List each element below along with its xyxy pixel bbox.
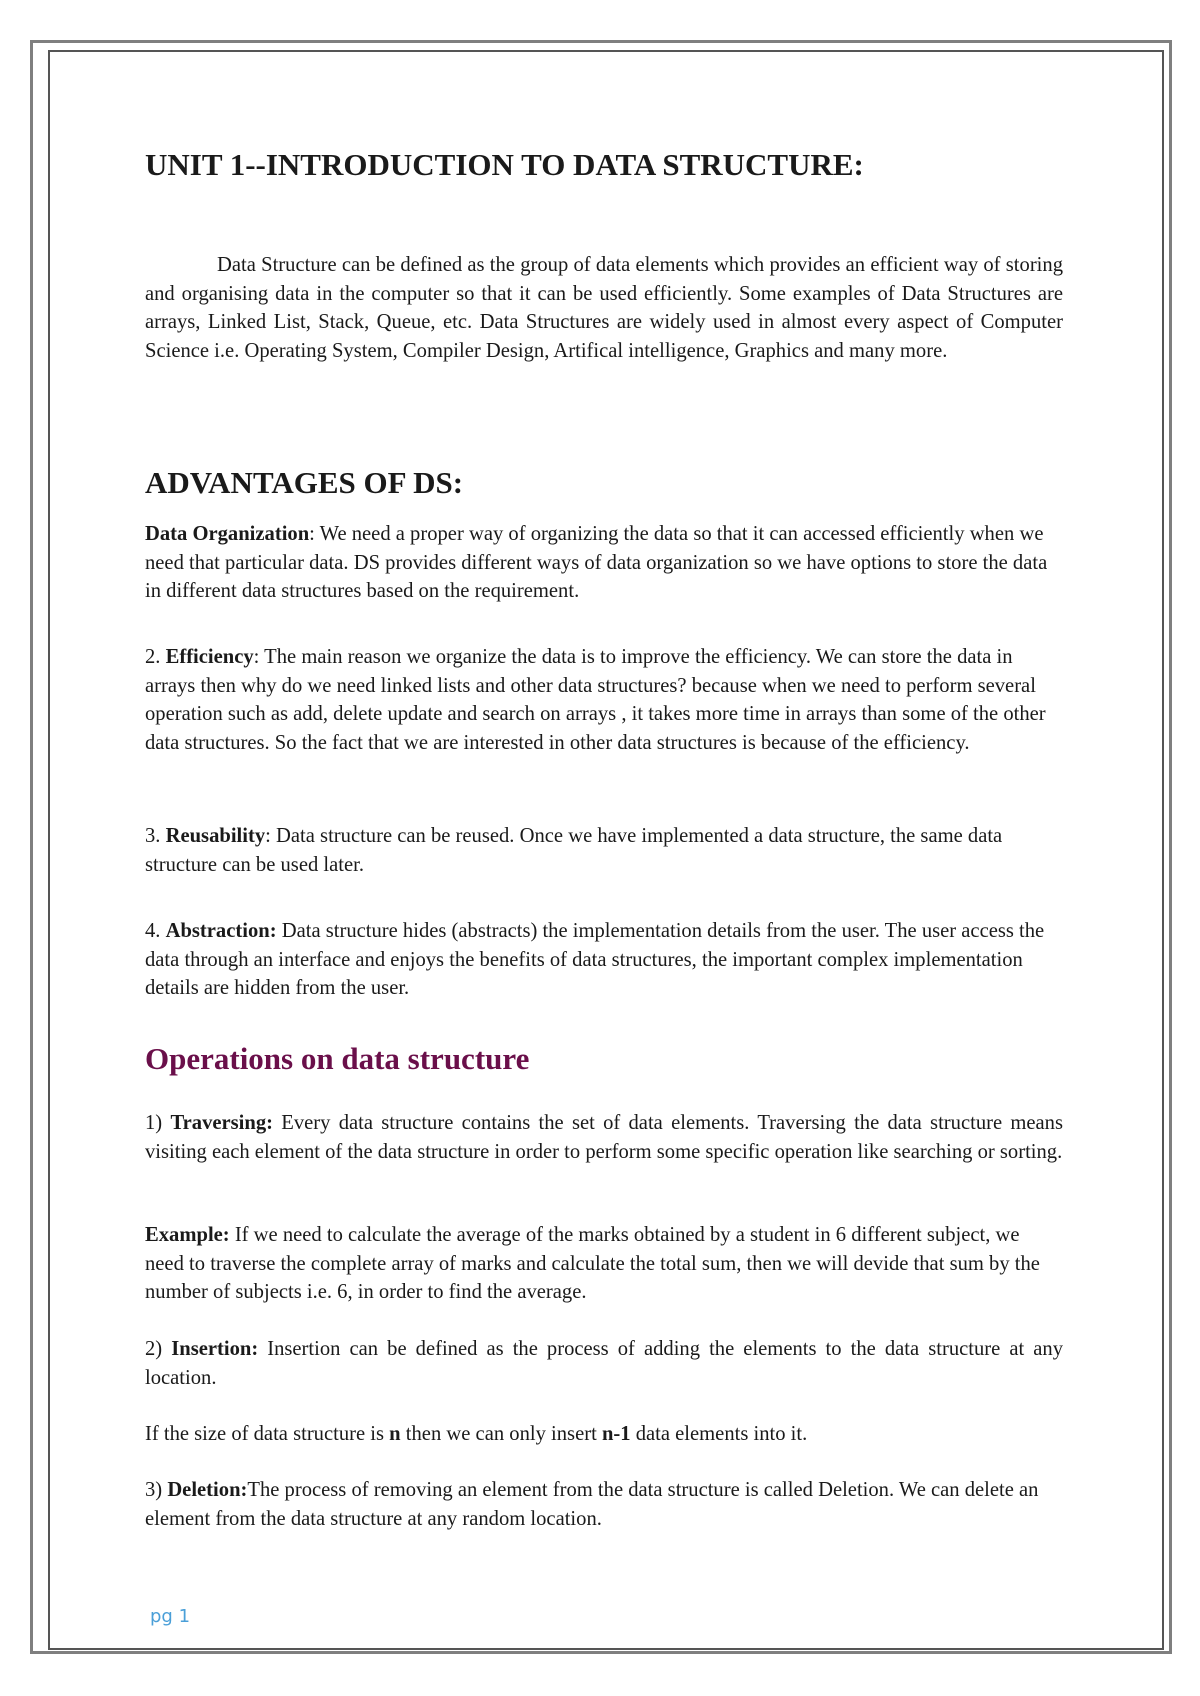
operation-deletion [145, 1476, 1063, 1533]
intro-paragraph: Data Structure can be defined as the group of data elements which provides an efficient way of storing and organising data in the computer so that it can be used efficiently. Some examples of Data Structures are arrays, Linked List, Stack, Queue, etc. Data Structures are widely used in almost every aspect of Computer Science i.e. Operating System, Compiler Design, Artifical intelligence, Graphics and many more. [145, 254, 1063, 362]
advantage-text: : We need a proper way of organizing the data so that it can accessed efficiently when we need that particular data. DS provides different ways of data organization so we have options to store the data in different data structures based on the requirement. [145, 523, 1048, 602]
advantage-reusability [145, 822, 1063, 879]
example-term: Example: [145, 1224, 230, 1246]
operation-text: Insertion can be defined as the process of adding the elements to the data structure at any location. [145, 1338, 1064, 1389]
operations-heading: Operations on data structure [145, 1041, 530, 1076]
page-number: pg 1 [150, 1606, 191, 1627]
operation-text: Every data structure contains the set of data elements. Traversing the data structure means visiting each element of the data structure in order to perform some specific operation like searching or sorting. [145, 1112, 1063, 1163]
advantage-term: Reusability [165, 825, 266, 847]
advantage-efficiency [145, 643, 1063, 757]
operation-traversing [145, 1109, 1063, 1166]
advantage-number: 4. [145, 920, 166, 942]
advantage-number: 3. [145, 825, 166, 847]
example-text: If we need to calculate the average of the marks obtained by a student in 6 different subject, we need to traverse the complete array of marks and calculate the total sum, then we will devide that sum by the number of subjects i.e. 6, in order to find the average. [145, 1224, 1040, 1303]
operation-term: Traversing: [170, 1112, 274, 1134]
operation-term: Insertion: [171, 1338, 259, 1360]
advantage-text: : The main reason we organize the data is to improve the efficiency. We can store the data in arrays then why do we need linked lists and other data structures? because when we need to perform several operation such as add, delete update and search on arrays , it takes more time in arrays than some of the other data structures. So the fact that we are interested in other data structures is because of the efficiency. [145, 646, 1046, 754]
advantage-term: Data Organization [145, 523, 310, 545]
note-n: n [389, 1423, 401, 1445]
note-text: data elements into it. [630, 1423, 808, 1445]
operation-number: 1) [145, 1112, 171, 1134]
advantage-abstraction [145, 917, 1063, 1003]
operation-insertion [145, 1335, 1063, 1392]
advantage-data-organization [145, 520, 1063, 606]
insertion-note [145, 1420, 1063, 1449]
operation-term: Deletion: [167, 1479, 248, 1501]
traversing-example [145, 1221, 1063, 1307]
advantage-text: Data structure hides (abstracts) the implementation details from the user. The user access the data through an interface and enjoys the benefits of data structures, the important complex implementation details are hidden from the user. [145, 920, 1045, 999]
advantage-term: Abstraction: [165, 920, 277, 942]
advantage-number: 2. [145, 646, 166, 668]
unit-title: UNIT 1--INTRODUCTION TO DATA STRUCTURE: [145, 147, 864, 182]
note-text: If the size of data structure is [145, 1423, 390, 1445]
operation-number: 2) [145, 1338, 172, 1360]
note-text: then we can only insert [400, 1423, 602, 1445]
advantage-term: Efficiency [165, 646, 254, 668]
advantage-text: : Data structure can be reused. Once we have implemented a data structure, the same data structure can be used later. [145, 825, 1003, 876]
operation-number: 3) [145, 1479, 168, 1501]
note-n-minus-1: n-1 [601, 1423, 631, 1445]
advantages-heading: ADVANTAGES OF DS: [145, 465, 464, 500]
operation-text: The process of removing an element from the data structure is called Deletion. We can delete an element from the data structure at any random location. [145, 1479, 1039, 1530]
